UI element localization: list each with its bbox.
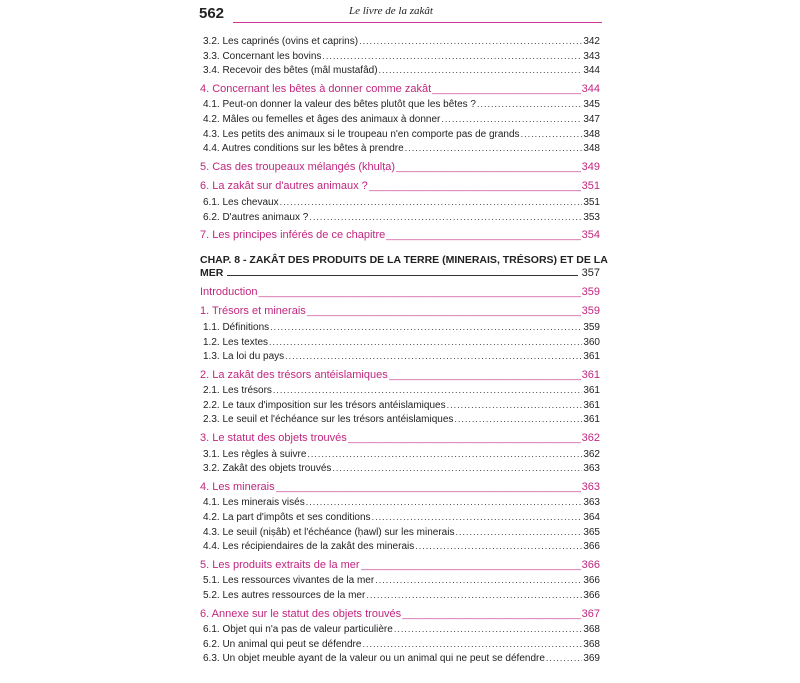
toc-section-entry	[200, 480, 600, 496]
toc-subsection-entry	[200, 141, 600, 156]
toc-section-entry	[200, 558, 600, 574]
chapter-title-line1: CHAP. 8 - ZAKÂT DES PRODUITS DE LA TERRE (MINERAIS, TRÉSORS) ET DE LA	[200, 253, 608, 266]
toc-section-entry	[200, 431, 600, 447]
toc-subsection-entry	[200, 588, 600, 603]
toc-entry-label: 6.1. Les chevaux	[203, 196, 279, 208]
toc-leader-dots	[258, 285, 580, 301]
toc-leader-dots	[307, 304, 581, 320]
toc-entry-label: 4.3. Le seuil (niṣâb) et l'échéance (ḥawl) sur les minerais	[203, 526, 455, 538]
toc-leader-dots	[307, 447, 582, 462]
toc-entry-label: 2.2. Le taux d'imposition sur les trésors antéislamiques	[203, 399, 446, 411]
toc-leader-dots	[441, 112, 582, 127]
toc-subsection-entry	[200, 637, 600, 652]
toc-leader-dots	[521, 127, 583, 142]
toc-subsection-entry	[200, 412, 600, 427]
toc-subsection-entry	[200, 63, 600, 78]
toc-leader-dots	[415, 539, 582, 554]
toc-subsection-entry	[200, 622, 600, 637]
toc-entry-label: 6.2. Un animal qui peut se défendre	[203, 638, 362, 650]
toc-leader-dots	[359, 34, 582, 49]
toc-entry-label: Introduction	[200, 285, 258, 298]
toc-entry-label: 4.2. La part d'impôts et ses conditions	[203, 512, 371, 524]
toc-entry-label: 5. Les produits extraits de la mer	[200, 558, 360, 571]
toc-entry-label: 3.4. Recevoir des bêtes (mâl mustafâd)	[203, 65, 378, 77]
toc-entry-label: 3.2. Zakât des objets trouvés	[203, 463, 332, 475]
toc-leader-dots	[477, 97, 582, 112]
toc-entry-page-number: 348	[583, 128, 600, 140]
toc-entry-page-number: 348	[583, 143, 600, 155]
toc-entry-label: 1.3. La loi du pays	[203, 351, 285, 363]
toc-leader-dots	[369, 179, 581, 195]
toc-subsection-entry	[200, 112, 600, 127]
toc-subsection-entry	[200, 447, 600, 462]
toc-entry-label: 4. Les minerais	[200, 480, 275, 493]
toc-entry-page-number: 363	[583, 497, 600, 509]
toc-leader-dots	[386, 228, 580, 244]
toc-entry-label: 6.3. Un objet meuble ayant de la valeur ou un animal qui ne peut se défendre	[203, 653, 545, 665]
toc-entry-page-number: 351	[581, 180, 600, 193]
toc-subsection-entry	[200, 573, 600, 588]
toc-leader-dots	[332, 461, 582, 476]
toc-entry-label: 5.2. Les autres ressources de la mer	[203, 590, 366, 601]
toc-leader-dots	[276, 480, 581, 496]
toc-entry-page-number: 344	[583, 65, 600, 77]
toc-leader-dots	[379, 63, 583, 78]
chapter-page-number: 357	[581, 266, 600, 279]
toc-leader-dots	[454, 412, 582, 427]
toc-subsection-entry	[200, 195, 600, 210]
toc-entry-label: 4.1. Les minerais visés	[203, 497, 305, 509]
toc-subsection-entry	[200, 349, 600, 364]
running-title: Le livre de la zakât	[349, 5, 433, 17]
toc-leader-dots	[455, 525, 582, 540]
toc-entry-label: 6.1. Objet qui n'a pas de valeur particulière	[203, 624, 393, 636]
toc-leader-dots	[396, 160, 581, 176]
toc-leader-dots	[269, 335, 582, 350]
toc-entry-label: 4. Concernant les bêtes à donner comme zakât	[200, 82, 432, 95]
toc-entry-page-number: 359	[581, 305, 600, 318]
toc-subsection-entry	[200, 461, 600, 476]
toc-entry-page-number: 362	[581, 432, 600, 445]
toc-subsection-entry	[200, 210, 600, 225]
toc-leader-dots	[402, 607, 580, 623]
toc-section-entry	[200, 160, 600, 176]
toc-section-entry	[200, 228, 600, 244]
toc-subsection-entry	[200, 335, 600, 350]
toc-leader-dots	[306, 495, 583, 510]
toc-entry-label: 4.2. Mâles ou femelles et âges des animaux à donner	[203, 113, 441, 125]
toc-leader-dots	[270, 320, 582, 335]
toc-leader-dots	[389, 368, 581, 384]
toc-entry-page-number: 361	[581, 368, 600, 381]
toc-entry-page-number: 359	[581, 285, 600, 298]
toc-leader-dots	[394, 622, 583, 637]
toc-entry-page-number: 361	[583, 351, 600, 363]
toc-entry-label: 5. Cas des troupeaux mélangés (khulṭa)	[200, 160, 396, 173]
toc-leader-dots	[322, 49, 582, 64]
toc-entry-page-number: 368	[583, 624, 600, 636]
toc-entry-page-number: 364	[583, 512, 600, 524]
toc-subsection-entry	[200, 495, 600, 510]
toc-leader-dots	[280, 195, 583, 210]
toc-entry-page-number: 360	[583, 336, 600, 348]
toc-entry-label: 6. La zakât sur d'autres animaux ?	[200, 180, 368, 193]
toc-entry-page-number: 366	[583, 541, 600, 553]
chapter-heading	[200, 253, 608, 281]
toc-leader-dots	[432, 82, 581, 98]
toc-entry-page-number: 366	[583, 575, 600, 587]
toc-entry-label: 2.1. Les trésors	[203, 385, 272, 397]
toc-entry-label: 4.4. Autres conditions sur les bêtes à prendre	[203, 143, 404, 155]
toc-entry-page-number: 363	[583, 463, 600, 475]
toc-entry-page-number: 349	[581, 160, 600, 173]
toc-entry-label: 3. Le statut des objets trouvés	[200, 432, 347, 445]
toc-entry-page-number: 361	[583, 414, 600, 426]
toc-leader-dots	[362, 637, 582, 652]
toc-leader-dots	[447, 398, 583, 413]
toc-entry-page-number: 362	[583, 448, 600, 460]
toc-entry-page-number: 343	[583, 50, 600, 62]
toc-entry-page-number: 363	[581, 480, 600, 493]
toc-entry-page-number: 365	[583, 526, 600, 538]
toc-section-entry	[200, 368, 600, 384]
toc-subsection-entry	[200, 539, 600, 554]
chapter-leader-rule	[227, 275, 577, 276]
toc-entry-label: 3.1. Les règles à suivre	[203, 448, 307, 460]
toc-entry-page-number: 345	[583, 99, 600, 111]
toc-subsection-entry	[200, 510, 600, 525]
toc-subsection-entry	[200, 127, 600, 142]
header-rule	[233, 22, 602, 23]
toc-leader-dots	[361, 558, 581, 574]
chapter-title-line2-row	[200, 267, 600, 281]
toc-entry-page-number: 366	[583, 590, 600, 601]
toc-subsection-entry	[200, 49, 600, 64]
toc-leader-dots	[546, 651, 582, 666]
chapter-title-line2: MER	[200, 266, 224, 279]
toc-entry-page-number: 369	[583, 653, 600, 665]
toc-section-before	[200, 34, 600, 244]
toc-entry-page-number: 361	[583, 385, 600, 397]
toc-entry-page-number: 353	[583, 211, 600, 223]
toc-entry-page-number: 342	[583, 36, 600, 47]
toc-subsection-entry	[200, 398, 600, 413]
toc-entry-label: 7. Les principes inférés de ce chapitre	[200, 229, 386, 242]
table-of-contents	[200, 34, 608, 666]
toc-section-entry	[200, 304, 600, 320]
toc-entry-label: 5.1. Les ressources vivantes de la mer	[203, 575, 375, 587]
toc-subsection-entry	[200, 97, 600, 112]
toc-entry-label: 1.1. Définitions	[203, 321, 270, 333]
toc-entry-page-number: 347	[583, 113, 600, 125]
toc-entry-label: 1.2. Les textes	[203, 336, 269, 348]
toc-subsection-entry	[200, 525, 600, 540]
toc-leader-dots	[375, 573, 582, 588]
toc-entry-page-number: 368	[583, 638, 600, 650]
toc-leader-dots	[285, 349, 582, 364]
toc-subsection-entry	[200, 34, 600, 49]
toc-entry-page-number: 344	[581, 82, 600, 95]
toc-section-entry	[200, 82, 600, 98]
toc-leader-dots	[273, 383, 582, 398]
toc-entry-label: 4.3. Les petits des animaux si le troupeau n'en comporte pas de grands	[203, 128, 520, 140]
toc-section-entry	[200, 285, 600, 301]
toc-entry-page-number: 361	[583, 399, 600, 411]
toc-leader-dots	[405, 141, 583, 156]
toc-section-after	[200, 285, 600, 666]
toc-subsection-entry	[200, 383, 600, 398]
toc-section-entry	[200, 179, 600, 195]
toc-entry-label: 4.1. Peut-on donner la valeur des bêtes plutôt que les bêtes ?	[203, 99, 476, 111]
toc-leader-dots	[348, 431, 581, 447]
toc-entry-label: 6. Annexe sur le statut des objets trouvés	[200, 607, 402, 620]
toc-leader-dots	[309, 210, 582, 225]
toc-entry-label: 4.4. Les récipiendaires de la zakât des minerais	[203, 541, 415, 553]
toc-entry-label: 2.3. Le seuil et l'échéance sur les trésors antéislamiques	[203, 414, 454, 426]
toc-subsection-entry	[200, 320, 600, 335]
toc-subsection-entry	[200, 651, 600, 666]
toc-entry-page-number: 366	[581, 558, 600, 571]
page-header	[199, 0, 602, 26]
toc-leader-dots	[366, 588, 582, 603]
toc-entry-page-number: 354	[581, 229, 600, 242]
toc-entry-page-number: 359	[583, 321, 600, 333]
toc-section-entry	[200, 607, 600, 623]
toc-entry-label: 2. La zakât des trésors antéislamiques	[200, 368, 388, 381]
toc-entry-page-number: 351	[583, 196, 600, 208]
toc-entry-label: 3.2. Les caprinés (ovins et caprins)	[203, 36, 359, 47]
toc-entry-label: 3.3. Concernant les bovins	[203, 50, 322, 62]
toc-leader-dots	[372, 510, 583, 525]
toc-entry-label: 6.2. D'autres animaux ?	[203, 211, 309, 223]
toc-entry-label: 1. Trésors et minerais	[200, 305, 306, 318]
toc-entry-page-number: 367	[581, 607, 600, 620]
page-number: 562	[199, 5, 225, 22]
